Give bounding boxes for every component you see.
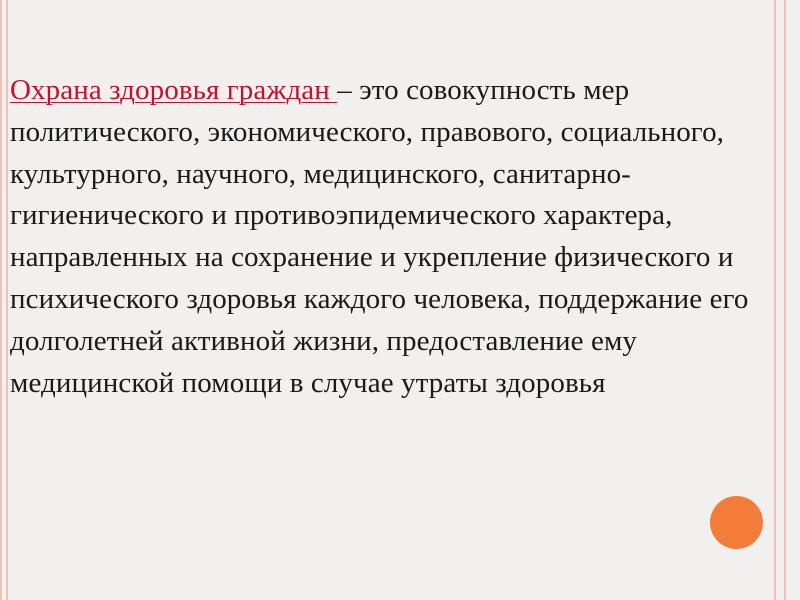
- defined-term: Охрана здоровья граждан: [10, 74, 338, 106]
- definition-paragraph: [10, 70, 796, 404]
- decorative-circle: [710, 496, 763, 549]
- left-border-line: [0, 0, 2, 600]
- definition-text: – это совокупность мер политического, экономического, правового, социального, культурного, научного, медицинского, санитарно-гигиенического и противоэпидемического характера, направленных на сохранение и укрепление физического и психического здоровья каждого человека, поддержание его долголетней активной жизни, предоставление ему медицинской помощи в случае утраты здоровья: [10, 74, 749, 399]
- left-border-line: [6, 0, 8, 600]
